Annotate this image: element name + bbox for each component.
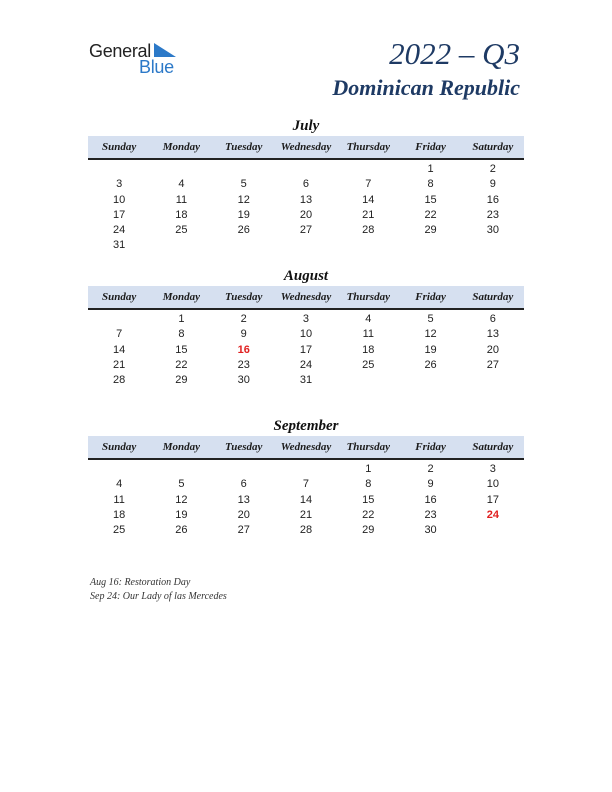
day-grid [88,462,524,538]
day-cell: 20 [237,508,250,521]
day-cell: 5 [240,178,247,191]
day-cell: 31 [299,374,313,387]
day-cell: 30 [486,224,499,237]
day-cell: 10 [486,478,499,491]
day-cell: 4 [178,178,185,191]
day-cell: 26 [237,224,250,237]
day-cell: 3 [302,313,310,325]
day-cell: 3 [489,463,496,475]
holiday-note: Sep 24: Our Lady of las Mercedes [90,590,227,602]
day-cell: 10 [299,328,313,341]
logo [89,41,181,77]
day-cell: 18 [175,208,188,221]
day-cell: 14 [113,343,126,356]
empty-day-cell [213,462,275,477]
day-cell: 2 [240,313,247,325]
day-cell: 28 [362,224,375,237]
day-cell: 15 [362,493,375,506]
day-cell: 21 [299,508,313,521]
weekday-wednesday: Wednesday [280,291,332,303]
weekday-thursday: Thursday [346,441,390,453]
day-cell: 7 [365,178,372,191]
month-name: September [273,418,339,434]
empty-day-cell [150,462,212,477]
day-cell: 18 [362,343,375,356]
day-cell: 6 [489,313,496,325]
day-cell: 12 [237,193,250,206]
day-cell: 15 [424,193,437,206]
weekday-sunday: Sunday [102,291,137,303]
day-cell: 12 [424,328,437,341]
weekday-monday: Monday [162,141,201,153]
day-cell: 23 [424,508,437,521]
weekday-thursday: Thursday [346,291,390,303]
day-cell: 16 [424,493,437,506]
day-cell: 21 [362,208,375,221]
holiday-day-cell: 24 [486,508,499,521]
day-cell: 19 [175,508,188,521]
empty-day-cell [275,462,337,477]
month-name: August [283,268,329,284]
day-cell: 31 [113,239,126,252]
empty-day-cell [213,162,275,177]
day-cell: 8 [365,478,372,491]
day-cell: 20 [299,208,313,221]
day-cell: 18 [113,508,126,521]
day-grid [88,162,524,254]
day-cell: 19 [424,343,437,356]
day-cell: 6 [302,178,310,191]
day-cell: 4 [116,478,123,491]
empty-day-cell [337,162,399,177]
day-cell: 17 [113,208,126,221]
day-cell: 11 [175,193,188,206]
day-cell: 12 [175,493,188,506]
day-grid [88,312,524,388]
empty-day-cell [88,312,150,327]
day-cell: 27 [299,224,313,237]
day-cell: 10 [113,193,126,206]
day-cell: 28 [299,524,313,537]
country-name: Dominican Republic [332,75,520,100]
day-cell: 13 [299,193,313,206]
day-cell: 14 [299,493,313,506]
day-cell: 22 [175,358,188,371]
weekday-header [88,286,524,310]
day-cell: 1 [427,163,434,175]
day-cell: 7 [116,328,123,341]
day-cell: 1 [365,463,372,475]
empty-day-cell [88,162,150,177]
day-cell: 1 [178,313,185,325]
day-cell: 15 [175,343,188,356]
day-cell: 11 [362,328,374,341]
weekday-header [88,436,524,460]
day-cell: 28 [113,374,126,387]
weekday-thursday: Thursday [346,141,390,153]
day-cell: 5 [427,313,434,325]
holiday-note: Aug 16: Restoration Day [90,577,191,588]
day-cell: 27 [486,358,499,371]
day-cell: 22 [424,208,437,221]
day-cell: 20 [486,343,499,356]
day-cell: 4 [365,313,372,325]
weekday-friday: Friday [415,441,446,453]
weekday-header [88,136,524,160]
holiday-notes [90,576,227,603]
day-cell: 22 [362,508,375,521]
day-cell: 2 [427,463,434,475]
day-cell: 2 [489,163,496,175]
weekday-friday: Friday [415,291,446,303]
day-cell: 7 [302,478,310,491]
day-cell: 24 [299,358,313,371]
day-cell: 14 [362,193,375,206]
day-cell: 13 [237,493,250,506]
weekday-tuesday: Tuesday [224,141,263,153]
day-cell: 30 [237,374,250,387]
month-name: July [292,118,320,134]
day-cell: 25 [175,224,188,237]
weekday-friday: Friday [415,141,446,153]
empty-day-cell [150,162,212,177]
day-cell: 19 [237,208,250,221]
month-july [88,116,524,254]
weekday-wednesday: Wednesday [280,441,332,453]
month-august [88,266,524,388]
day-cell: 17 [486,493,499,506]
weekday-tuesday: Tuesday [224,291,263,303]
weekday-monday: Monday [162,291,201,303]
day-cell: 23 [237,358,250,371]
day-cell: 8 [427,178,434,191]
day-cell: 21 [113,358,126,371]
day-cell: 6 [240,478,247,491]
day-cell: 8 [178,328,185,341]
day-cell: 5 [178,478,185,491]
weekday-wednesday: Wednesday [280,141,332,153]
weekday-saturday: Saturday [472,291,514,303]
day-cell: 9 [427,478,434,491]
weekday-tuesday: Tuesday [224,441,263,453]
empty-day-cell [88,462,150,477]
day-cell: 25 [362,358,375,371]
weekday-saturday: Saturday [472,141,514,153]
day-cell: 29 [175,374,188,387]
holiday-day-cell: 16 [237,343,250,356]
day-cell: 29 [362,524,375,537]
day-cell: 26 [175,524,188,537]
day-cell: 29 [424,224,437,237]
day-cell: 24 [113,224,126,237]
day-cell: 3 [116,178,123,191]
day-cell: 17 [299,343,313,356]
day-cell: 30 [424,524,437,537]
month-september [88,416,524,538]
weekday-sunday: Sunday [102,141,137,153]
weekday-sunday: Sunday [102,441,137,453]
day-cell: 11 [113,493,125,506]
logo-general-text: General [89,41,151,61]
day-cell: 9 [489,178,496,191]
day-cell: 23 [486,208,499,221]
empty-day-cell [275,162,337,177]
day-cell: 9 [240,328,247,341]
weekday-monday: Monday [162,441,201,453]
logo-blue-text: Blue [139,57,174,77]
day-cell: 26 [424,358,437,371]
page-title: 2022 – Q3 [389,36,520,71]
weekday-saturday: Saturday [472,441,514,453]
day-cell: 25 [113,524,126,537]
day-cell: 16 [486,193,499,206]
day-cell: 27 [237,524,250,537]
day-cell: 13 [486,328,499,341]
